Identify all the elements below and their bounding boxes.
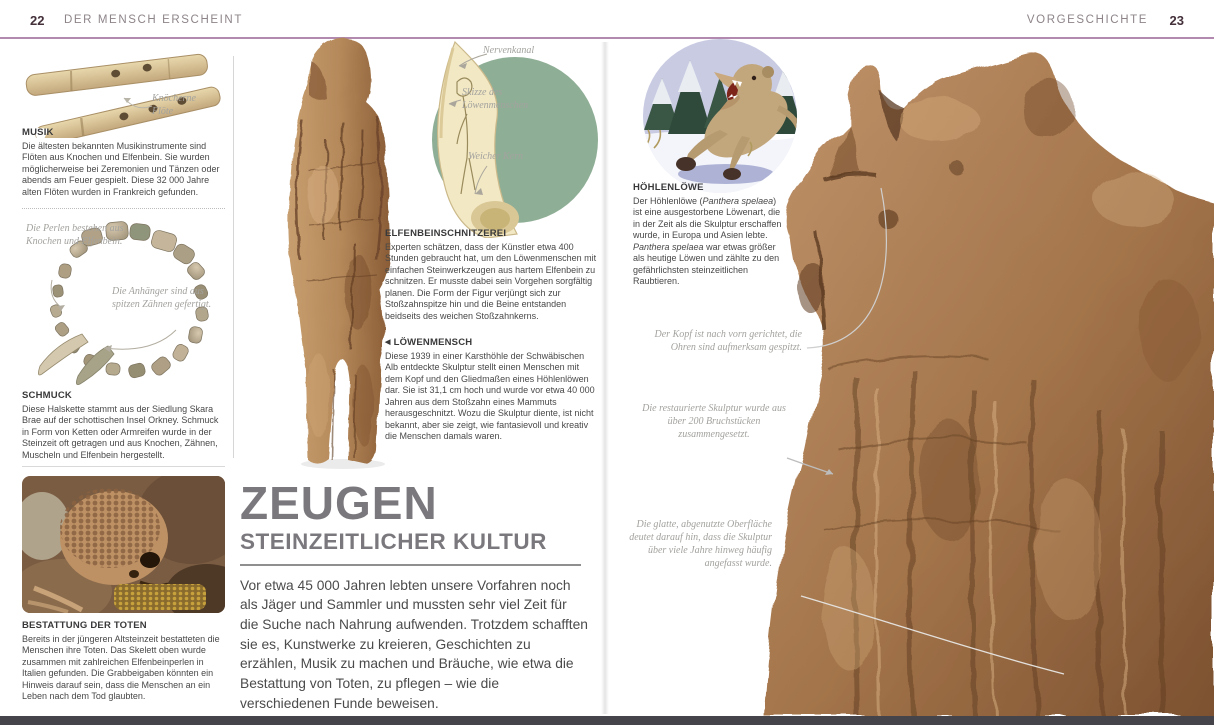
feature-intro: Vor etwa 45 000 Jahren lebten unsere Vorfahren noch als Jäger und Sammler und mussten sehr viel Zeit für die Suche nach Nahrung aufwenden. Trotzdem schafften sie es, Kunstwerke zu kreieren, Geschichten zu erzählen, Musik zu machen und Bräuche, wie etwa die Bestattung von Toten, zu pflegen – wie die verschiedenen Funde beweisen. — [240, 577, 588, 711]
section-body: Diese 1939 in einer Karsthöhle der Schwäbischen Alb entdeckte Skulptur stellt einen Menschen mit dem Kopf und den Gliedmaßen eines Höhlenlöwen dar. Sie ist 31,1 cm hoch und wurde vor etwa 40 000 Jahren aus dem Stoßzahn eines Mammuts herausgeschnitzt. Wozu die Skulptur diente, ist nicht bekannt, aber sie zeigt, wie fantasievoll und kreativ die Menschen damals waren. — [385, 350, 595, 442]
running-head-right: VORGESCHICHTE — [1026, 14, 1148, 26]
section-body: Die ältesten bekannten Musikinstrumente sind Flöten aus Knochen und Elfenbein. Sie wurden möglicherweise bei Zeremonien und Tänzen oder abends am Feuer gespielt. Diese 32 000 Jahre alten Flöten wurden in Frankreich gefunden. — [22, 140, 220, 197]
tooth-pendant — [38, 334, 88, 375]
necklace-leader-line — [44, 278, 78, 316]
section-elfenbeinschnitzerei — [385, 228, 597, 322]
section-heading: BESTATTUNG DER TOTEN — [22, 620, 147, 631]
tusk-label-core: Weicher Kern — [468, 151, 523, 162]
feature-rule — [240, 564, 581, 566]
annotation-head: Der Kopf ist nach vorn gerichtet, die Ohren sind aufmerksam gespitzt. — [654, 329, 802, 353]
section-bestattung — [22, 620, 226, 703]
column-rule — [233, 56, 234, 458]
page-number-left: 22 — [30, 13, 45, 28]
running-head-left: DER MENSCH ERSCHEINT — [64, 14, 243, 26]
necklace-annotation-beads: Die Perlen bestehen aus Knochen und Elfenbein. — [26, 223, 124, 247]
lion-man-closeup-photo — [729, 30, 1214, 716]
section-body: Bereits in der jüngeren Altsteinzeit bestatteten die Menschen ihre Toten. Das Skelett oben wurde zusammen mit zahlreichen Elfenbeinperlen in Italien gefunden. Die Grabbeigaben könnten ein Hinweis darauf sein, dass die Menschen an ein Leben nach dem Tod glaubten. — [22, 633, 220, 702]
section-schmuck — [22, 390, 226, 461]
section-musik — [22, 127, 226, 198]
section-heading: SCHMUCK — [22, 390, 72, 401]
section-heading: HÖHLENLÖWE — [633, 182, 704, 193]
annotation-surface: Die glatte, abgenutzte Oberfläche deutet darauf hin, dass die Skulptur über viele Jahre hinweg häufig angefasst wurde. — [629, 519, 772, 569]
page-number-right: 23 — [1169, 13, 1184, 28]
page-bottom-edge — [0, 716, 1214, 725]
section-loewenmensch — [385, 337, 597, 443]
section-body: Der Höhlenlöwe (Panthera spelaea) ist eine ausgestorbene Löwenart, die in der Zeit als die Skulptur erschaffen wurde, in Europa und Asien lebte. Panthera spelaea war etwas größer als heutige Löwen und zählte zu den gefährlichsten steinzeitlichen Raubtieren. — [633, 195, 782, 287]
feature-subtitle: STEINZEITLICHER KULTUR — [240, 529, 547, 554]
feature-title: ZEUGEN — [240, 477, 438, 529]
burial-photo — [22, 476, 225, 613]
necklace-annotation-teeth: Die Anhänger sind aus spitzen Zähnen gefertigt. — [112, 286, 212, 310]
divider — [22, 208, 225, 209]
tusk-label-nerve: Nervenkanal — [483, 45, 535, 56]
section-heading: LÖWENMENSCH — [393, 337, 473, 348]
tusk-diagram — [395, 38, 605, 238]
section-body: Experten schätzen, dass der Künstler etwa 400 Stunden gebraucht hat, um den Löwenmenschen mit einfachen Steinwerkzeugen aus hartem Elfenbein zu schnitzen. Er musste dabei sein Vorgehen sorgfältig planen. Die Form der Figur verjüngt sich zur Stoßzahnspitze hin und die Beine entstanden beidseits des weichen Stoßzahnkerns. — [385, 241, 597, 321]
divider — [22, 466, 225, 467]
triangle-left-icon: ◀ — [385, 339, 391, 346]
feature-block — [240, 477, 590, 714]
section-body: Diese Halskette stammt aus der Siedlung Skara Brae auf der schottischen Insel Orkney. Schmuck in Form von Ketten oder Armreifen wurde in der Steinzeit oft getragen und aus Knochen, Zähnen, Muscheln und Elfenbein hergestellt. — [22, 403, 219, 460]
section-heading: MUSIK — [22, 127, 54, 138]
flute-leader-line — [118, 88, 154, 114]
flute-annotation: Knöcherne Flöte — [152, 93, 196, 117]
annotation-restored: Die restaurierte Skulptur wurde aus über 200 Bruchstücken zusammengesetzt. — [642, 403, 786, 440]
necklace-leader-line — [92, 326, 182, 356]
section-heading: ELFENBEINSCHNITZEREI — [385, 228, 507, 239]
tusk-label-sketch: Skizze des Löwenmenschen — [462, 87, 529, 111]
